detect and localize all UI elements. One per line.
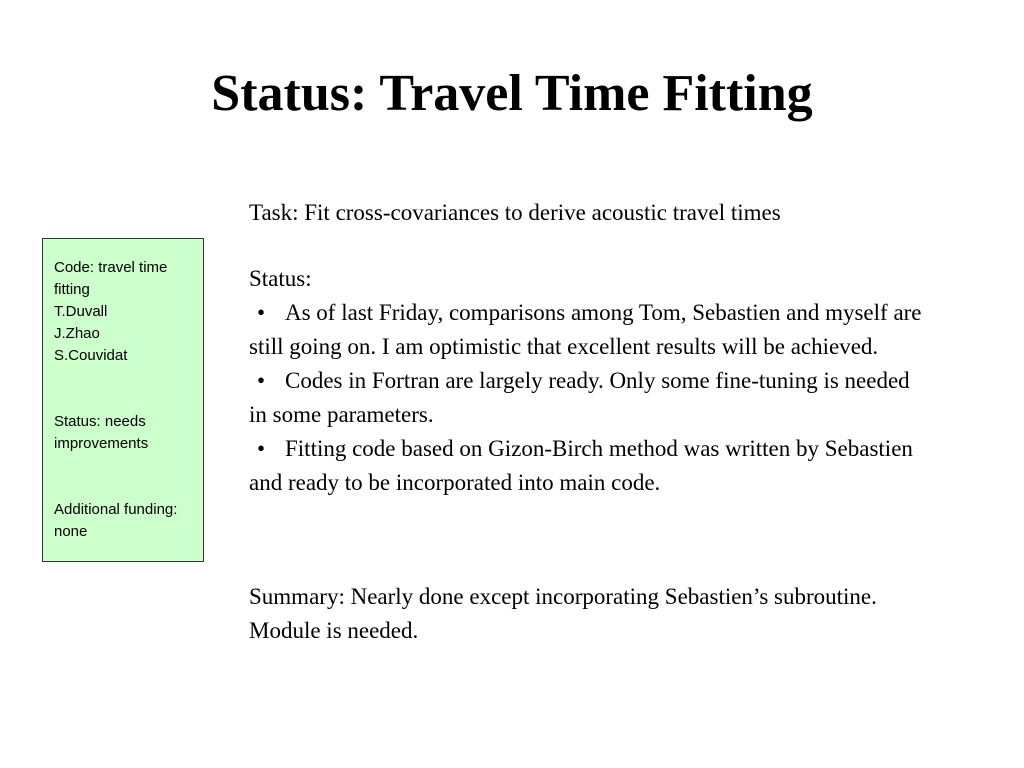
- box-status-text: Status: needs improvements: [54, 413, 149, 452]
- box-funding-text: Additional funding: none: [54, 501, 178, 540]
- person-name: S.Couvidat: [54, 347, 128, 364]
- bullet-text: Fitting code based on Gizon-Birch method was written by Sebastien and ready to be incorporated into main code.: [249, 436, 913, 495]
- status-section: [249, 262, 939, 500]
- task-statement: Task: Fit cross-covariances to derive acoustic travel times: [249, 200, 781, 225]
- status-bullet: [249, 364, 929, 432]
- code-label-line1: Code: travel time: [54, 259, 168, 276]
- slide-title: Status: Travel Time Fitting: [211, 65, 813, 122]
- person-name: J.Zhao: [54, 325, 100, 342]
- spacer: [54, 367, 195, 411]
- code-label-line2: fitting: [54, 281, 90, 298]
- bullet-text: As of last Friday, comparisons among Tom, Sebastien and myself are still going on. I am optimistic that excellent results will be achieved.: [249, 300, 922, 359]
- person-name: T.Duvall: [54, 303, 108, 320]
- status-bullet: [249, 296, 929, 364]
- bullet-marker: •: [257, 300, 266, 325]
- bullet-text: Codes in Fortran are largely ready. Only some fine-tuning is needed in some parameters.: [249, 368, 910, 427]
- status-heading: Status:: [249, 266, 312, 291]
- summary-section: [249, 580, 939, 648]
- spacer: [54, 455, 195, 499]
- bullet-marker: •: [257, 436, 266, 461]
- bullet-marker: •: [257, 368, 266, 393]
- project-info-box: [42, 238, 204, 562]
- status-bullet: [249, 432, 929, 500]
- summary-text: Summary: Nearly done except incorporating Sebastien’s subroutine. Module is needed.: [249, 584, 877, 643]
